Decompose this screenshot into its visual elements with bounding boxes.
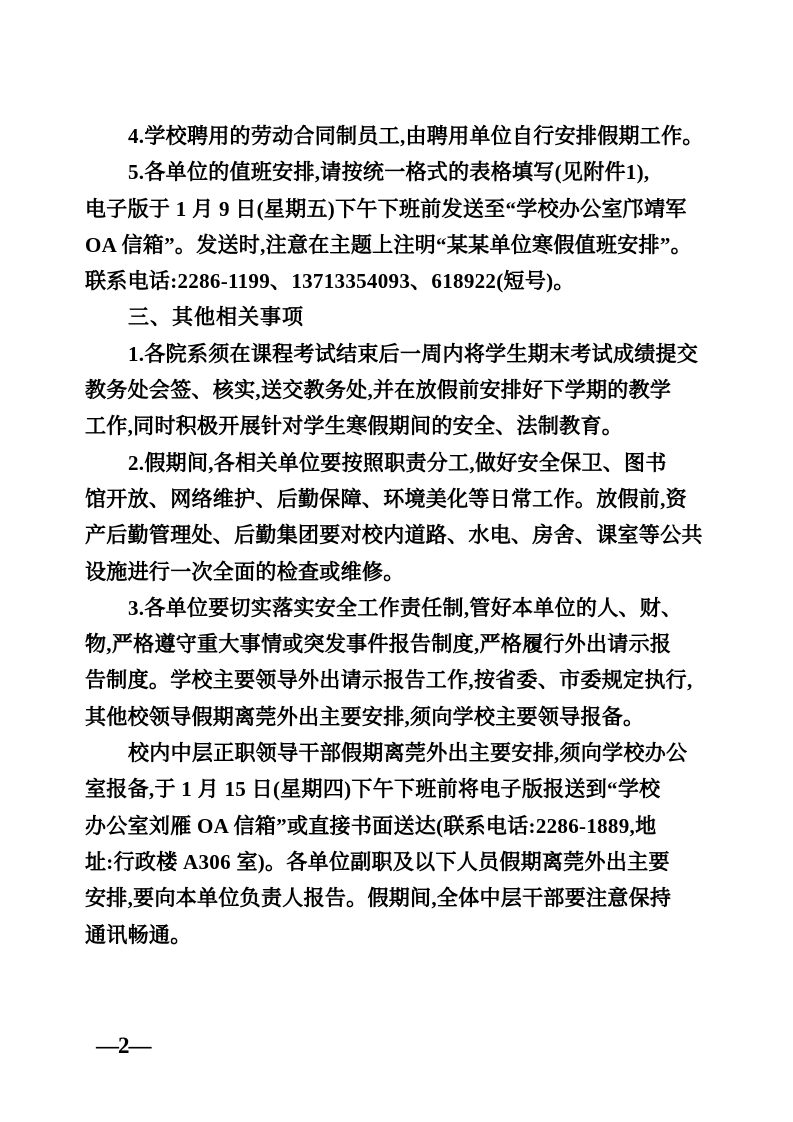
document-line: 告制度。学校主要领导外出请示报告工作,按省委、市委规定执行, xyxy=(85,668,693,693)
document-line: 5.各单位的值班安排,请按统一格式的表格填写(见附件1), xyxy=(128,160,650,185)
document-line: 校内中层正职领导干部假期离莞外出主要安排,须向学校办公 xyxy=(128,741,688,766)
document-line: 其他校领导假期离莞外出主要安排,须向学校主要领导报备。 xyxy=(85,704,645,729)
document-line: OA 信箱”。发送时,注意在主题上注明“某某单位寒假值班安排”。 xyxy=(85,232,692,257)
document-line: 教务处会签、核实,送交教务处,并在放假前安排好下学期的教学 xyxy=(85,378,672,403)
document-line: 3.各单位要切实落实安全工作责任制,管好本单位的人、财、 xyxy=(128,595,683,620)
document-line: 室报备,于 1 月 15 日(星期四)下午下班前将电子版报送到“学校 xyxy=(85,777,661,802)
document-line: 办公室刘雁 OA 信箱”或直接书面送达(联系电话:2286-1889,地 xyxy=(85,813,657,838)
document-line: 电子版于 1 月 9 日(星期五)下午下班前发送至“学校办公室邝靖军 xyxy=(85,196,687,221)
document-line: 通讯畅通。 xyxy=(85,922,192,947)
footer-page-number: —2— xyxy=(96,1033,151,1058)
document-line: 工作,同时积极开展针对学生寒假期间的安全、法制教育。 xyxy=(85,414,624,439)
document-line: 产后勤管理处、后勤集团要对校内道路、水电、房舍、课室等公共 xyxy=(85,523,703,548)
document-line: 设施进行一次全面的检查或维修。 xyxy=(85,559,405,584)
document-line: 三、其他相关事项 xyxy=(128,305,304,330)
document-line: 1.各院系须在课程考试结束后一周内将学生期末考试成绩提交 xyxy=(128,341,699,366)
document-line: 联系电话:2286-1199、13713354093、618922(短号)。 xyxy=(85,269,575,294)
document-line: 物,严格遵守重大事情或突发事件报告制度,严格履行外出请示报 xyxy=(85,632,672,657)
document-line: 2.假期间,各相关单位要按照职责分工,做好安全保卫、图书 xyxy=(128,450,667,475)
document-line: 安排,要向本单位负责人报告。假期间,全体中层干部要注意保持 xyxy=(85,886,672,911)
document-body xyxy=(85,118,717,953)
document-line: 址:行政楼 A306 室)。各单位副职及以下人员假期离莞外出主要 xyxy=(85,849,670,874)
document-line: 馆开放、网络维护、后勤保障、环境美化等日常工作。放假前,资 xyxy=(85,486,687,511)
document-line: 4.学校聘用的劳动合同制员工,由聘用单位自行安排假期工作。 xyxy=(128,124,704,148)
